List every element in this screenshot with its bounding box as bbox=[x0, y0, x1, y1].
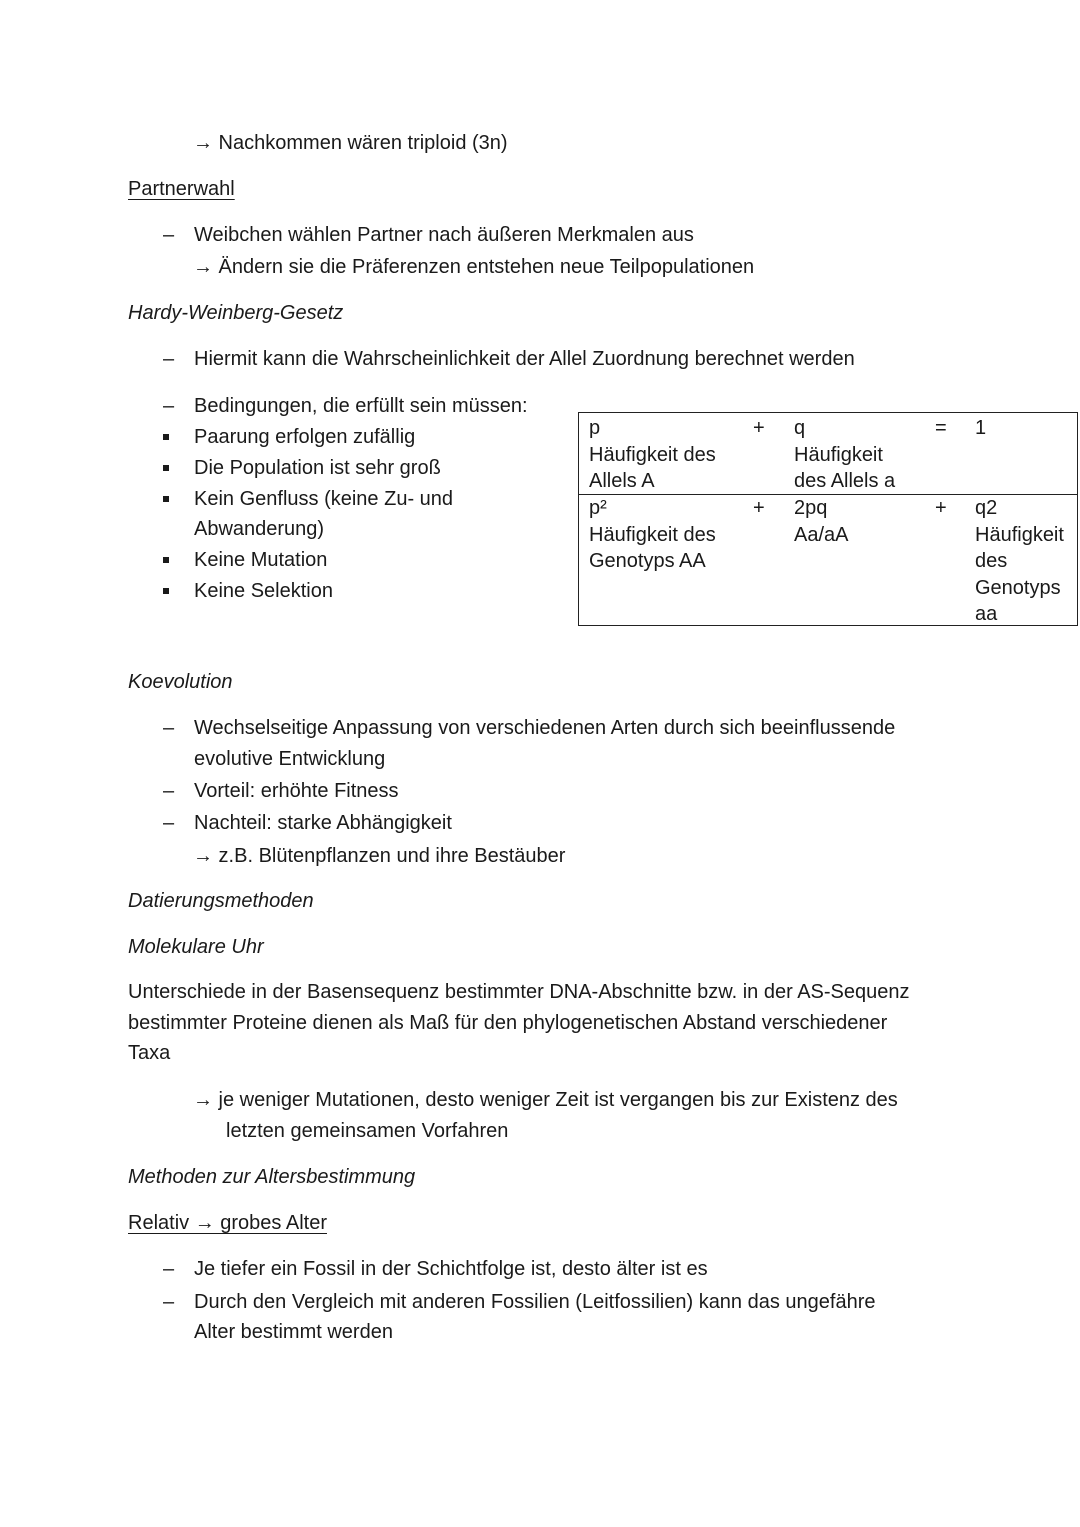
cell-line: 2pq bbox=[794, 497, 828, 519]
condition-item: Paarung erfolgen zufällig bbox=[194, 426, 416, 448]
cell-q bbox=[794, 415, 895, 495]
cell-line: q bbox=[794, 417, 806, 439]
heading-koevolution: Koevolution bbox=[128, 671, 233, 693]
dash-bullet: – bbox=[163, 395, 175, 417]
koevolution-item-1: Wechselseitige Anpassung von verschiedenen Arten durch sich beeinflussende bbox=[194, 717, 896, 739]
heading-partnerwahl: Partnerwahl bbox=[128, 178, 235, 200]
operator-plus: + bbox=[753, 497, 765, 519]
heading-relativ: Relativ → grobes Alter bbox=[128, 1212, 327, 1234]
cell-2pq bbox=[794, 495, 848, 548]
dash-bullet: – bbox=[163, 1291, 175, 1313]
cell-line: des bbox=[975, 550, 1008, 572]
cell-line: q2 bbox=[975, 497, 998, 519]
uhr-paragraph-line: Taxa bbox=[128, 1042, 171, 1064]
cell-line: des Allels a bbox=[794, 470, 896, 492]
uhr-arrow-note: → je weniger Mutationen, desto weniger Zeit ist vergangen bis zur Existenz des bbox=[193, 1089, 898, 1111]
operator-equals: = bbox=[935, 417, 947, 439]
heading-altersbestimmung: Methoden zur Altersbestimmung bbox=[128, 1166, 416, 1188]
condition-item-cont: Abwanderung) bbox=[194, 518, 325, 540]
uhr-arrow-note-cont: letzten gemeinsamen Vorfahren bbox=[226, 1120, 509, 1142]
condition-item: Die Population ist sehr groß bbox=[194, 457, 441, 479]
heading-hardy-weinberg: Hardy-Weinberg-Gesetz bbox=[128, 302, 344, 324]
condition-item: Kein Genfluss (keine Zu- und bbox=[194, 488, 454, 510]
cell-line: p² bbox=[589, 497, 607, 519]
condition-item: Keine Mutation bbox=[194, 549, 328, 571]
square-bullet bbox=[163, 557, 169, 563]
koevolution-item-2: Vorteil: erhöhte Fitness bbox=[194, 780, 399, 802]
cell-line: Häufigkeit des bbox=[589, 443, 716, 466]
cell-line: p bbox=[589, 417, 601, 439]
dash-bullet: – bbox=[163, 348, 175, 370]
uhr-paragraph-line: Unterschiede in der Basensequenz bestimmter DNA-Abschnitte bzw. in der AS-Sequenz bbox=[128, 981, 910, 1003]
cell-line: Genotyps bbox=[975, 576, 1061, 599]
square-bullet bbox=[163, 465, 169, 471]
hardy-item-1: Hiermit kann die Wahrscheinlichkeit der Allel Zuordnung berechnet werden bbox=[194, 348, 855, 370]
heading-datierungsmethoden: Datierungsmethoden bbox=[128, 890, 314, 912]
square-bullet bbox=[163, 588, 169, 594]
dash-bullet: – bbox=[163, 717, 175, 739]
cell-line: aa bbox=[975, 603, 998, 625]
dash-bullet: – bbox=[163, 812, 175, 834]
cell-line: Aa/aA bbox=[794, 523, 849, 546]
dash-bullet: – bbox=[163, 1258, 175, 1280]
square-bullet bbox=[163, 434, 169, 440]
hardy-item-2: Bedingungen, die erfüllt sein müssen: bbox=[194, 395, 528, 417]
koevolution-arrow-note: → z.B. Blütenpflanzen und ihre Bestäuber bbox=[193, 845, 566, 867]
partnerwahl-arrow-note: → Ändern sie die Präferenzen entstehen neue Teilpopulationen bbox=[193, 256, 755, 278]
dash-bullet: – bbox=[163, 224, 175, 246]
cell-line: Häufigkeit des bbox=[589, 523, 716, 546]
koevolution-item-1-cont: evolutive Entwicklung bbox=[194, 748, 386, 770]
square-bullet bbox=[163, 496, 169, 502]
table-row bbox=[579, 413, 1077, 495]
operator-plus: + bbox=[753, 417, 765, 439]
cell-line: Genotyps AA bbox=[589, 550, 706, 572]
dash-bullet: – bbox=[163, 780, 175, 802]
cell-line: Häufigkeit bbox=[975, 523, 1064, 546]
alter-item-2-cont: Alter bestimmt werden bbox=[194, 1321, 393, 1343]
operator-plus: + bbox=[935, 497, 947, 519]
hardy-weinberg-table bbox=[578, 412, 1078, 626]
partnerwahl-item: Weibchen wählen Partner nach äußeren Merkmalen aus bbox=[194, 224, 694, 246]
cell-p bbox=[589, 415, 716, 495]
cell-line: Allels A bbox=[589, 470, 655, 492]
alter-item-1: Je tiefer ein Fossil in der Schichtfolge ist, desto älter ist es bbox=[194, 1258, 708, 1280]
cell-one: 1 bbox=[975, 417, 987, 439]
cell-q2 bbox=[975, 495, 1064, 628]
alter-item-2: Durch den Vergleich mit anderen Fossilien (Leitfossilien) kann das ungefähre bbox=[194, 1291, 876, 1313]
cell-line: Häufigkeit bbox=[794, 443, 883, 466]
triploid-note: → Nachkommen wären triploid (3n) bbox=[193, 132, 508, 154]
condition-item: Keine Selektion bbox=[194, 580, 333, 602]
uhr-paragraph-line: bestimmter Proteine dienen als Maß für den phylogenetischen Abstand verschiedener bbox=[128, 1012, 888, 1034]
koevolution-item-3: Nachteil: starke Abhängigkeit bbox=[194, 812, 452, 834]
heading-molekulare-uhr: Molekulare Uhr bbox=[128, 936, 264, 958]
cell-p-squared bbox=[589, 495, 716, 575]
